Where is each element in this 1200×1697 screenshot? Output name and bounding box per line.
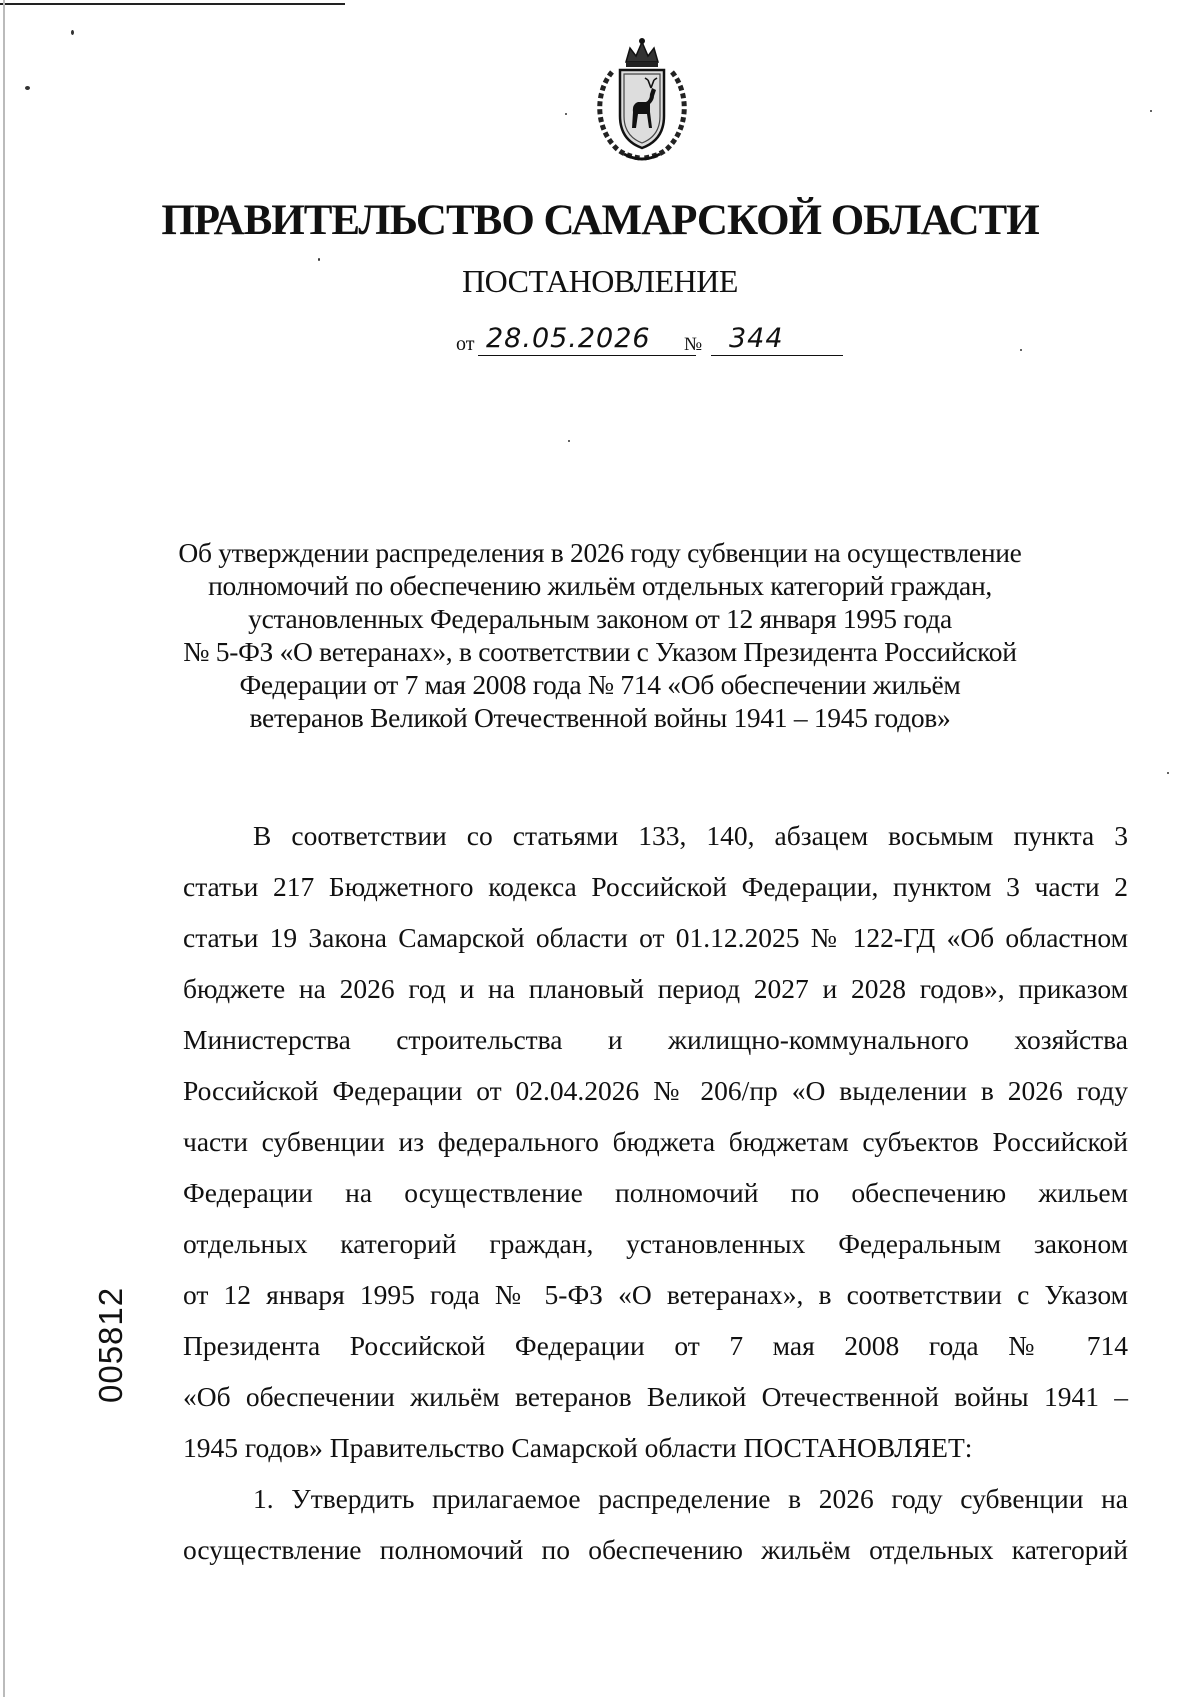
date-underline [478,355,696,356]
scan-speck [71,30,74,35]
scan-speck [565,113,567,115]
body-line: В соответствии со статьями 133, 140, абзацем восьмым пункта 3 [253,820,1128,851]
scan-border-left [3,0,5,1697]
scan-speck [1020,349,1022,351]
registration-number: 005812 [92,1286,129,1403]
organization-title: ПРАВИТЕЛЬСТВО САМАРСКОЙ ОБЛАСТИ [161,197,1039,244]
coat-of-arms-icon [586,36,698,164]
number-label: № [684,334,703,355]
document-body [183,810,1128,1575]
body-line: от 12 января 1995 года № 5-ФЗ «О ветеранах», в соответствии с Указом [183,1279,1128,1310]
body-line: Министерства строительства и жилищно-коммунального хозяйства [183,1024,1128,1055]
subject-line: установленных Федеральным законом от 12 января 1995 года [248,603,952,634]
subject-line: ветеранов Великой Отечественной войны 1941 – 1945 годов» [249,702,951,733]
scan-speck [318,258,320,261]
scan-speck [1167,772,1169,774]
body-line: отдельных категорий граждан, установленных Федеральным законом [183,1228,1128,1259]
scan-speck [1150,110,1152,112]
date-handwritten: 28.05.2026 [486,323,651,354]
scan-speck [25,86,30,90]
body-line: 1. Утвердить прилагаемое распределение в 2026 году субвенции на [253,1483,1128,1514]
subject-line: Об утверждении распределения в 2026 году субвенции на осуществление [178,537,1022,568]
body-line: части субвенции из федерального бюджета бюджетам субъектов Российской [183,1126,1128,1157]
body-line: бюджете на 2026 год и на плановый период 2027 и 2028 годов», приказом [183,973,1128,1004]
scan-speck [568,440,570,442]
body-line: 1945 годов» Правительство Самарской области ПОСТАНОВЛЯЕТ: [183,1432,973,1463]
document-subject [140,536,1060,734]
subject-line: Федерации от 7 мая 2008 года № 714 «Об обеспечении жильём [239,669,961,700]
scan-border-top [0,3,345,5]
body-line: Президента Российской Федерации от 7 мая 2008 года № 714 [183,1330,1128,1361]
body-line: статьи 217 Бюджетного кодекса Российской Федерации, пунктом 3 части 2 [183,871,1128,902]
document-type: ПОСТАНОВЛЕНИЕ [462,263,738,299]
number-handwritten: 344 [729,323,784,354]
body-line: Российской Федерации от 02.04.2026 № 206/пр «О выделении в 2026 году [183,1075,1128,1106]
body-line: статьи 19 Закона Самарской области от 01.12.2025 № 122-ГД «Об областном [183,922,1128,953]
date-label: от [456,333,475,355]
date-number-line [456,322,856,362]
subject-line: полномочий по обеспечению жильём отдельных категорий граждан, [208,570,992,601]
body-line: Федерации на осуществление полномочий по обеспечению жильем [183,1177,1128,1208]
body-line: «Об обеспечении жильём ветеранов Великой Отечественной войны 1941 – [183,1381,1128,1412]
number-underline [711,355,843,356]
body-line: осуществление полномочий по обеспечению жильём отдельных категорий [183,1534,1128,1565]
subject-line: № 5-ФЗ «О ветеранах», в соответствии с Указом Президента Российской [183,636,1017,667]
